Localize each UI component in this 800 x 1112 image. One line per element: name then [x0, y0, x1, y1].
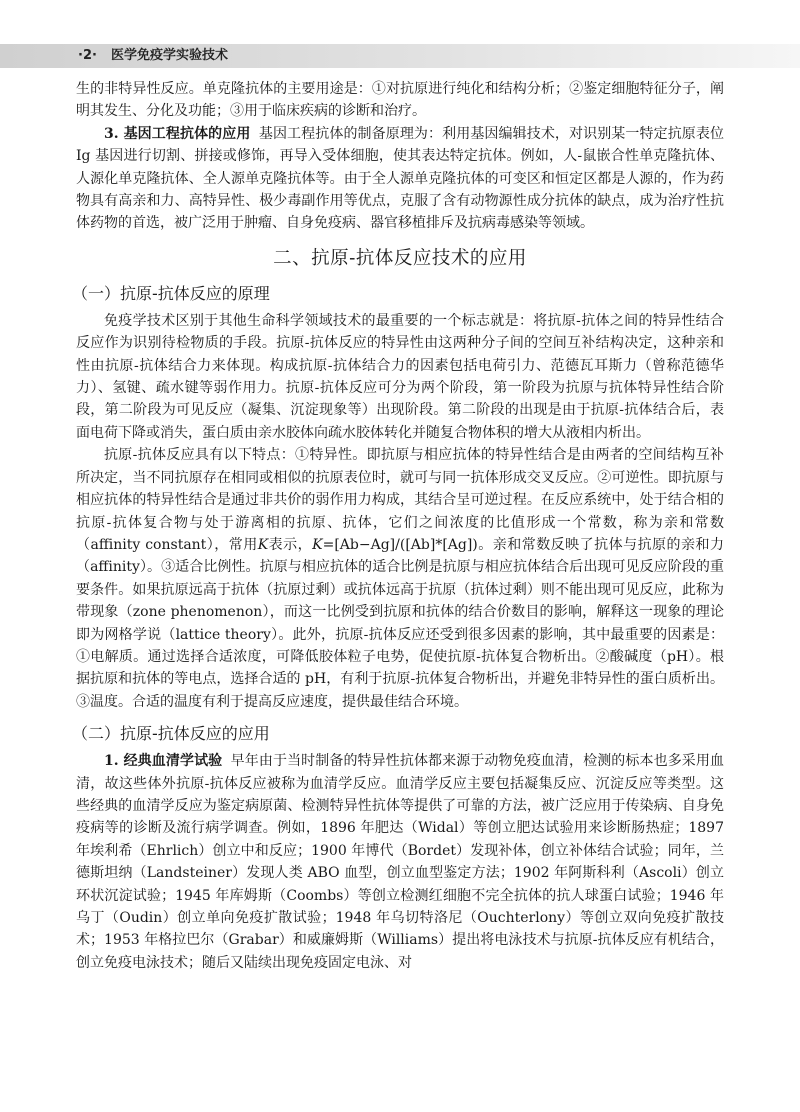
paragraph-lead-heading: 3. 基因工程抗体的应用 [104, 125, 251, 142]
page-number: ·2· [78, 48, 97, 63]
symbol-k: K [312, 536, 323, 553]
paragraph-text: 基因工程抗体的制备原理为：利用基因编辑技术，对识别某一特定抗原表位 Ig 基因进行切割、拼接或修饰，再导入受体细胞，使其表达特定抗体。例如，人-鼠嵌合性单克隆抗体、人源化单克隆抗体、全人源单克隆抗体等。由于全人源单克隆抗体的可变区和恒定区都是人源的，作为药物具有高亲和力、高特异性、极少毒副作用等优点，克服了含有动物源性成分抗体的缺点，成为治疗性抗体药物的首选，被广泛用于肿瘤、自身免疫病、器官移植排斥及抗病毒感染等领域。 [76, 125, 724, 232]
paragraph-continuation: 生的非特异性反应。单克隆抗体的主要用途是：①对抗原进行纯化和结构分析；②鉴定细胞特征分子，阐明其发生、分化及功能；③用于临床疾病的诊断和治疗。 [76, 81, 724, 120]
paragraph-text: =[Ab−Ag]/([Ab]*[Ag])。亲和常数反映了抗体与抗原的亲和力（affinity）。③适合比例性。抗原与相应抗体的适合比例是抗原与相应抗体结合后出现可见反应阶段的重要条件。如果抗原远高于抗体（抗原过剩）或抗体远高于抗原（抗体过剩）则不能出现可见反应，此称为带现象（zone phenomenon），而这一比例受到抗原和抗体的结合价数目的影响，解释这一现象的理论即为网格学说（lattice theory）。此外，抗原-抗体反应还受到很多因素的影响，其中最重要的因素是：①电解质。通过选择合适浓度，可降低胶体粒子电势，促使抗原-抗体复合物析出。②酸碱度（pH）。根据抗原和抗体的等电点，选择合适的 pH，有利于抗原-抗体复合物析出，并避免非特异性的蛋白质析出。③温度。合适的温度有利于提高反应速度，提供最佳结合环境。 [76, 536, 724, 710]
section-title: 二、抗原-抗体反应技术的应用 [273, 247, 527, 269]
subsection-title-principle: （一）抗原-抗体反应的原理 [72, 283, 270, 303]
paragraph-text: 表示， [268, 536, 313, 553]
paragraph-principle: 免疫学技术区别于其他生命科学领域技术的最重要的一个标志就是：将抗原-抗体之间的特异性结合反应作为识别待检物质的手段。抗原-抗体反应的特异性由这两种分子间的空间互补结构决定，这种亲和性由抗原-抗体结合力来体现。构成抗原-抗体结合力的因素包括电荷引力、范德瓦耳斯力（曾称范德华力）、氢键、疏水键等弱作用力。抗原-抗体反应可分为两个阶段，第一阶段为抗原与抗体特异性结合阶段，第二阶段为可见反应（凝集、沉淀现象等）出现阶段。第二阶段的出现是由于抗原-抗体结合后，表面电荷下降或消失，蛋白质由亲水胶体向疏水胶体转化并随复合物体积的增大从液相内析出。 [76, 312, 724, 441]
page-body [72, 78, 724, 974]
paragraph-text: 早年由于当时制备的特异性抗体都来源于动物免疫血清，检测的标本也多采用血清，故这些体外抗原-抗体反应被称为血清学反应。血清学反应主要包括凝集反应、沉淀反应等类型。这些经典的血清学反应为鉴定病原菌、检测特异性抗体等提供了可靠的方法，被广泛应用于传染病、自身免疫病等的诊断及流行病学调查。例如，1896 年肥达（Widal）等创立肥达试验用来诊断肠热症；1897 年埃利希（Ehrlich）创立中和反应；1900 年博代（Bordet）发现补体，创立补体结合试验；同年，兰德斯坦纳（Landsteiner）发现人类 ABO 血型，创立血型鉴定方法；1902 年阿斯科利（Ascoli）创立环状沉淀试验；1945 年库姆斯（Coombs）等创立检测红细胞不完全抗体的抗人球蛋白试验；1946 年乌丁（Oudin）创立单向免疫扩散试验；1948 年乌切特洛尼（Ouchterlony）等创立双向免疫扩散技术；1953 年格拉巴尔（Grabar）和威廉姆斯（Williams）提出将电泳技术与抗原-抗体反应有机结合，创立免疫电泳技术；随后又陆续出现免疫固定电泳、对 [76, 753, 724, 971]
running-header [78, 46, 228, 66]
paragraph-characteristics [76, 444, 724, 713]
subsection-title-application: （二）抗原-抗体反应的应用 [72, 724, 270, 744]
paragraph-text: 抗原-抗体反应具有以下特点：①特异性。即抗原与相应抗体的特异性结合是由两者的空间结构互补所决定，当不同抗原存在相同或相似的抗原表位时，就可与同一抗体形成交叉反应。②可逆性。即抗原与相应抗体的特异性结合是通过非共价的弱作用力构成，其结合呈可逆过程。在反应系统中，处于结合相的抗原-抗体复合物与处于游离相的抗原、抗体，它们之间浓度的比值形成一个常数，称为亲和常数（affinity constant），常用 [76, 447, 724, 553]
paragraph-lead-heading: 1. 经典血清学试验 [104, 753, 223, 770]
paragraph-classic-serology [76, 750, 724, 974]
paragraph-genetic-engineering-antibody [76, 123, 724, 235]
symbol-k: K [257, 536, 269, 553]
book-title: 医学免疫学实验技术 [110, 48, 228, 63]
